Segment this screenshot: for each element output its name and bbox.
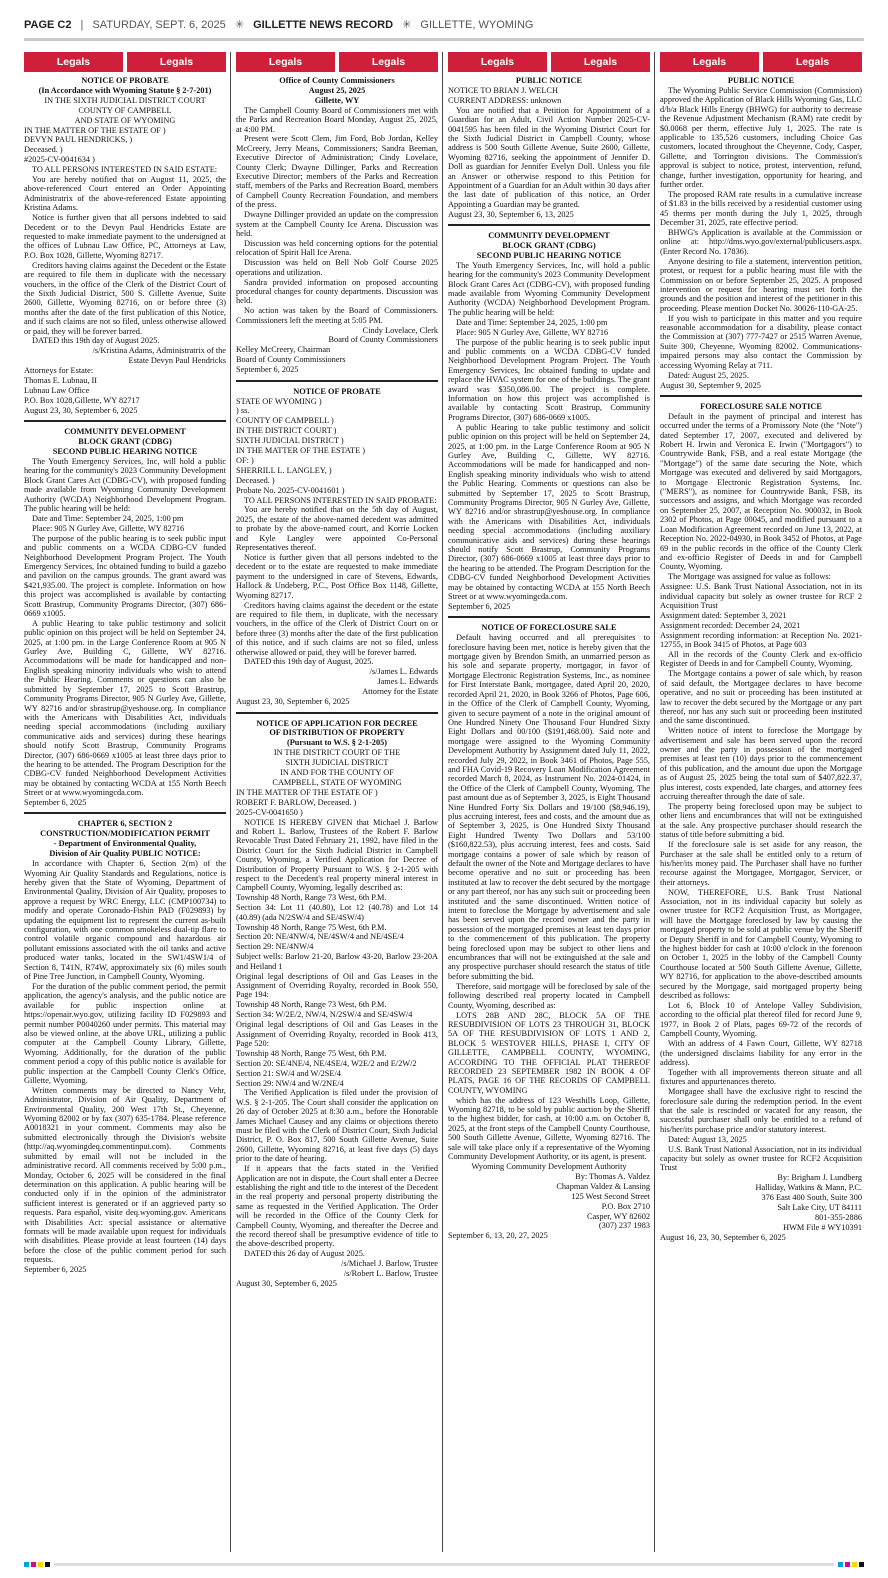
notice-commissioners	[236, 76, 438, 375]
notice-line: Assignment dated: September 3, 2021	[660, 610, 787, 620]
notice-paragraph: With an address of 4 Fawn Court, Gillette, WY 82718 (the undersigned disclaims liability for any error in the address).	[660, 1039, 862, 1067]
signature-line: Chapman Valdez & Lansing	[556, 1181, 650, 1191]
legals-tab: Legals	[660, 52, 759, 72]
notice-title: BLOCK GRANT (CDBG)	[78, 437, 172, 447]
notice-line: SHERRILL L. LANGLEY, )	[236, 465, 332, 475]
publication-dates: September 6, 2025	[24, 798, 87, 808]
notice-title: SECOND PUBLIC HEARING NOTICE	[476, 250, 622, 260]
notice-paragraph: For the duration of the public comment period, the permit application, the agency's analysis, and the public notice are available for public inspection online at https://openair.wyo.gov, utilizing facility ID F029893 and permit number P0040260 under permits. This material may also be viewed online, at the above URL, utilizing a public computer at the Campbell County Library, Gillette, Wyoming. Additionally, for the duration of the public comment period a copy of this public notice is available for public inspection at the Campbell County Clerk's Office, Gillette, Wyoming.	[24, 981, 226, 1085]
registration-mark	[31, 1562, 36, 1567]
publication-dates: September 6, 2025	[24, 1265, 87, 1275]
legal-description: LOTS 28B AND 28C, BLOCK 5A OF THE RESUBDIVISION OF LOTS 23 THROUGH 31, BLOCK 5A OF THE RESUBDIVISION OF LOTS 1 AND 2, BLOCK 5 WESTOVER HILLS, PHASE I, CITY OF GILLETTE, CAMPBELL COUNTY, WYOMING, ACCORDING TO THE OFFICIAL PLAT THEREOF RECORDED 23 SEPTEMBER 1982 IN BOOK 4 OF PLATS, PAGE 16 OF THE RECORDS OF CAMPBELL COUNTY, WYOMING	[448, 1010, 650, 1095]
signature-line: Cindy Lovelace, Clerk	[362, 325, 438, 335]
notice-paragraph: NOW, THEREFORE, U.S. Bank Trust National Association, not in its individual capacity but solely as owner trustee for RCF2 Acquisition Trust, as Mortgagee, will have the Mortgage foreclosed by law by causing the mortgaged property to be sold at public venue by the Sheriff or Deputy Sheriff in and for Campbell County, Wyoming to the highest bidder for cash at 10:00 o'clock in the forenoon on October 1, 2025 in the lobby of the Campbell County Courthouse located at 500 South Gillette Avenue, Gillette, WY 82716, for application to the above-described amounts secured by the Mortgage, said mortgaged property being described as follows:	[660, 887, 862, 1001]
legal-description: Original legal descriptions of Oil and Gas Leases in the Assignment of Overriding Royalty, recorded in Book 550, Page 194:	[236, 971, 438, 1000]
notice-title: FORECLOSURE SALE NOTICE	[700, 401, 822, 411]
signature-line: Board of County Commissioners	[236, 355, 346, 365]
notice-psc	[660, 76, 862, 390]
newspaper-name: GILLETTE NEWS RECORD	[253, 19, 394, 31]
notice-line: SIXTH JUDICIAL DISTRICT )	[236, 436, 344, 446]
signature-line: /s/Kristina Adams, Administratrix of the	[92, 346, 226, 356]
notice-line: IN THE SIXTH JUDICIAL DISTRICT COURT	[44, 95, 206, 105]
notice-paragraph: Notice is further given that all persons indebted to the decedent or to the estate are requested to make immediate payment to the undersigned in care of Stevens, Edwards, Hallock & Undeberg, P.C., Post Office Box 1148, Gillette, Wyoming 82717.	[236, 553, 438, 600]
notice-line: DATED this 19th day of August, 2025.	[244, 657, 374, 667]
section-header	[236, 52, 438, 72]
issue-date: SATURDAY, SEPT. 6, 2025	[92, 19, 226, 31]
notice-line: Attorneys for Estate:	[24, 366, 94, 376]
legal-description: Subject wells: Barlow 21-20, Barlow 43-20, Barlow 23-20A and Heiland 1	[236, 952, 438, 971]
notice-title: SECOND PUBLIC HEARING NOTICE	[52, 447, 198, 457]
notice-title: COMMUNITY DEVELOPMENT	[488, 231, 610, 241]
signature-line: Wyoming Community Development Authority	[471, 1162, 627, 1171]
legal-description: Section 34: Lot 11 (40.80), Lot 12 (40.78) and Lot 14 (40.89) (ada N/2SW/4 and SE/4SW/4)	[236, 903, 438, 922]
column-1	[24, 52, 226, 1557]
notice-foreclosure-irwin	[660, 402, 862, 1242]
registration-mark	[38, 1562, 43, 1567]
notice-line: Thomas E. Lubnau, II	[24, 376, 98, 386]
signature-line: /s/Robert L. Barlow, Trustee	[343, 1269, 438, 1279]
notice-divider	[236, 712, 438, 714]
notice-paragraph: Therefore, said mortgage will be foreclosed by sale of the following described real property located in Campbell County, Wyoming, described as:	[448, 981, 650, 1010]
notice-line: Date and Time: September 24, 2025, 1:00 pm	[32, 513, 184, 523]
notice-paragraph: Dwayne Dillinger provided an update on the compression system at the Campbell County Ice Arena. Discussion was held.	[236, 210, 438, 238]
notice-line: Date and Time: September 24, 2025, 1:00 pm	[456, 317, 608, 327]
notice-paragraph: If you wish to participate in this matter and you require reasonable accommodation for a disability, please contact the Commission at (307) 777-7427 or 2515 Warren Avenue, Suite 300, Cheyenne, Wyoming 82002. Communications-impaired persons may also contact the Commission by accessing Wyoming Relay at 711.	[660, 313, 862, 370]
notice-title: NOTICE OF APPLICATION FOR DECREE	[256, 718, 418, 728]
notice-line: Deceased. )	[236, 475, 275, 485]
notice-paragraph: Default having occurred and all prerequisites to foreclosure having been met, notice is hereby given that the mortgage given by Brendon Smith, an unmarried person as his sole and separate property, mortgagor, in favor of Mortgage Electronic Registration Systems, Inc., as nominee for First Interstate Bank, mortgagee, dated April 20, 2020, recorded April 21, 2020, in Book 3266 of Photos, Page 606, in the Office of the Clerk of Campbell County, Wyoming, given to secure payment of a note in the original amount of One Hundred Ninety One Thousand Four Hundred Sixty Eight Dollars and 00/100 ($191,468.00). Said note and mortgage were assigned to the Wyoming Community Development Authority by Assignment dated July 11, 2022, recorded July 29, 2022, in Book 3461 of Photos, Page 555, and FHA Covid-19 Recovery Loan Modification Agreement recorded March 8, 2024, as Instrument No. 2024-01424, in the Office of the Clerk of Campbell County, Wyoming. The past amount due as of September 3, 2025, is Eight Thousand Nine Hundred Forty Six Dollars and 19/100 ($8,946.19), plus accruing interest, fees and costs, and the amount due as of September 3, 2025, is One Hundred Sixty Thousand Eight Hundred Twenty Two Dollars and 53/100 ($160,822.53), plus accruing interest, fees and costs. Said mortgage contains a power of sale which by reason of default the owner of the Note and Mortgage declares to have become operative and no suit or proceeding has been instituted at law to recover the debt secured by the mortgage or any part thereof, nor has any such suit or proceeding been instituted and the same discontinued. Written notice of intent to foreclose the Mortgage by advertisement and sale has been served upon the record owner and the party in possession of the mortgaged premises at least ten days prior to the commencement of this publication. The property being foreclosed upon may be subject to other liens and encumbrances that will not be extinguished at the sale and any prospective purchaser should research the status of title before submitting the bid.	[448, 633, 650, 981]
signature-line: Kelley McCreery, Chairman	[236, 345, 331, 355]
notice-line: Assignee: U.S. Bank Trust National Association, not in its individual capacity but solely as owner trustee for RCF 2 Acquisition Trust	[660, 582, 862, 610]
registration-mark	[45, 1562, 50, 1567]
notice-paragraph: Creditors having claims against the Decedent or the Estate are required to file them in duplicate with the necessary vouchers, in the office of the Clerk of the District Court of the Sixth Judicial District, 500 S. Gillette Avenue, Suite 2600, Gillette, Wyoming 82716, on or before three (3) months after the date of the first publication of this Notice, and if such claims are not so filed, unless otherwise allowed or paid, they will be forever barred.	[24, 260, 226, 336]
notice-paragraph: The Youth Emergency Services, Inc, will hold a public hearing for the community's 2023 Community Development Block Grant Cares Act (CDBG-CV), with proposed funding made available from Wyoming Community Development Authority (WCDA) Neighborhood Development Program. The public hearing will be held:	[448, 260, 650, 317]
notice-paragraph: The Mortgage contains a power of sale which, by reason of said default, the Mortgagee declares to have become operative, and no suit or proceeding has been instituted at law to recover the debt secured by the Mortgage or any part thereof, nor has any such suit or proceeding been instituted and the same discontinued.	[660, 669, 862, 726]
notice-paragraph: A public Hearing to take public testimony and solicit public opinion on this project will be held on September 24, 2025, at 1:00 pm. in the Large Conference Room at 905 N Gurley Ave, Building C, Gillette, WY 82716. Accommodations will be made for handicapped and non-English speaking minority individuals who wish to attend the Public Hearing. Comments or questions can also be submitted by September 17, 2025 to Scott Brastrup, Community Programs Director, 905 N Gurley Ave, Gillette, WY 82716 and/or sbrastrup@yeshouse.org. In compliance with the Americans with Disabilities Act, individuals needing special accommodations (including auxiliary communicative aids and services) during these hearings should notify Scott Brastrup, Community Programs Director, (307) 686-0669 x1005 at least three days prior to the hearing to be attended. The Program Description for the CDBG-CV funded Neighborhood Development Activities may be obtained by contacting WCDA at 155 North Beech Street or at www.wyomingcda.com.	[448, 422, 650, 602]
notice-line: NOTICE TO BRIAN J. WELCH	[448, 85, 558, 95]
notice-divider	[24, 812, 226, 814]
notice-paragraph: If it appears that the facts stated in the Verified Application are not in dispute, the Court shall enter a Decree establishing the right and title to the interest of the Decedent in the real property and personal property distributing the same as requested in the Verified Application. The Order will be recorded in the Office of the County Clerk for Campbell County, Wyoming, and thereafter the Decree and the record thereof shall be presumptive evidence of title to the above-described property.	[236, 1164, 438, 1249]
legal-description: Section 34: W/2E/2, NW/4, N/2SW/4 and SE/4SW/4	[236, 1010, 413, 1020]
notice-divider	[660, 395, 862, 397]
legal-description: Original legal descriptions of Oil and Gas Leases in the Assignment of Overriding Royalty, recorded in Book 413, Page 520:	[236, 1020, 438, 1048]
notice-line: Dated: August 13, 2025	[668, 1134, 747, 1144]
notice-paragraph: Written comments may be directed to Nancy Vehr, Administrator, Division of Air Quality, Department of Environmental Quality, 200 West 17th St., Cheyenne, Wyoming 82002 or by fax (307) 635-1784. Please reference A0018321 in your comment. Comments may also be submitted electronically through the Division's website (http://aq.wyomingdeq.commentinput.com). Comments submitted by email will not be included in the administrative record. All comments received by 5:00 p.m., Monday, October 6, 2025 will be considered in the final determination on this application. A public hearing will be conducted only if in the opinion of the administrator sufficient interest is generated or if an aggrieved party so requests. Para español, visite deq.wyoming.gov. Americans with Disabilities Act: special assistance or alternative formats will be made available upon request for individuals with disabilities. Please provide at least fourteen (14) days before the close of the public comment period for such requests.	[24, 1085, 226, 1265]
legals-tab: Legals	[551, 52, 650, 72]
notice-paragraph: Creditors having claims against the decedent or the estate are required to file them, in duplicate, with the necessary vouchers, in the office of the Clerk of District Court on or before three (3) months after the date of the first publication of this notice, and if such claims are not so filed, unless otherwise allowed or paid, they will be forever barred.	[236, 600, 438, 657]
notice-line: DATED this 26 day of August 2025.	[244, 1249, 365, 1259]
page-number: PAGE C2	[24, 19, 72, 31]
signature-line: Casper, WY 82602	[586, 1211, 650, 1221]
signature-line: /s/Michael J. Barlow, Trustee	[341, 1259, 438, 1269]
section-header	[448, 52, 650, 72]
notice-welch	[448, 76, 650, 219]
notice-paragraph: The property being foreclosed upon may be subject to other liens and encumbrances that will not be extinguished at the sale. Any prospective purchaser should research the status of title before submitting a bid.	[660, 801, 862, 840]
signature-line: By: Thomas A. Valdez	[575, 1171, 650, 1181]
signature-line: (307) 237 1983	[598, 1221, 650, 1231]
legal-description: Section 21: SW/4 and W/2SE/4	[236, 1068, 341, 1078]
notice-line: Assignment recording information: at Reception No. 2021-12755, in Book 3415 of Photos, at Page 603	[660, 630, 862, 650]
publication-dates: August 30, September 6, 2025	[236, 1279, 337, 1289]
section-header	[660, 52, 862, 72]
notice-title: NOTICE OF PROBATE	[81, 76, 169, 85]
notice-divider	[236, 380, 438, 382]
signature-line: 125 West Second Street	[571, 1191, 650, 1201]
notice-paragraph: Anyone desiring to file a statement, intervention petition, protest, or request for a public hearing must file with the Commission on or before September 25, 2025. A proposed intervention or request for hearing must set forth the grounds and the position and interest of the petitioner in this proceeding. Please mention Docket No. 30026-110-GA-25.	[660, 256, 862, 313]
legals-tab: Legals	[24, 52, 123, 72]
notice-line: IN THE DISTRICT COURT OF THE	[273, 748, 401, 758]
notice-paragraph: You are hereby notified that on the 5th day of August, 2025, the estate of the above-named decedent was admitted to probate by the above-named court, and Korrie Locken and Kyle Langley were appointed Co-Personal Representatives thereof.	[236, 505, 438, 553]
notice-paragraph: Default in the payment of principal and interest has occurred under the terms of a Promissory Note (the "Note") dated September 17, 2007, executed and delivered by Robert H. Irwin and Veronica E. Irwin ("Mortgagors") to Countrywide Bank, FSB, and a real estate Mortgage (the "Mortgage") of the same date securing the Note, which Mortgage was executed and delivered by said Mortgagors, to Mortgage Electronic Registration Systems, Inc. ("MERS"), as nominee for Countrywide Bank, FSB, its successors and assigns, and which Mortgage was recorded on September 25, 2007, at Reception No. 900032, in Book 2302 of Photos, at Page 00045, and modified pursuant to a Loan Modification Agreement recorded on June 13, 2022, at Reception No. 2022-04930, in Book 3452 of Photos, at Page 69 in the public records in the office of the County Clerk and ex-officio Register of Deeds in and for Campbell County, Wyoming.	[660, 411, 862, 572]
notice-probate-langley	[236, 387, 438, 707]
notice-line: Place: 905 N Gurley Ave, Gillette, WY 82716	[32, 523, 185, 533]
notice-title: PUBLIC NOTICE	[515, 76, 583, 85]
notice-line: IN THE MATTER OF THE ESTATE )	[236, 446, 366, 456]
star-icon: ✳	[234, 19, 245, 31]
notice-divider	[24, 420, 226, 422]
notice-paragraph: Present were Scott Clem, Jim Ford, Bob Jordan, Kelley McCreery, Jerry Means, Commissioners; Sandra Beeman, Executive Director of Administration; Cindy Lovelace, County Clerk; Dwayne Dillinger, Parks and Recreation Executive Director; members of the Parks and Recreation staff, members of the Parks and Recreation Board, members of Campbell County Recreation Foundation, and members of the press.	[236, 134, 438, 210]
footer-rule	[54, 1563, 834, 1566]
signature-line: Board of County Commissioners	[328, 335, 438, 345]
legal-description: Lot 6, Block 10 of Antelope Valley Subdivision, according to the official plat thereof filed for record June 9, 1977, in Book 2 of Plats, pages 69-72 of the records of Campbell County, Wyoming.	[660, 1001, 862, 1039]
legals-tab: Legals	[339, 52, 438, 72]
legal-description: Township 48 North, Range 73 West, 6th P.M.	[236, 893, 387, 903]
legals-tab: Legals	[236, 52, 335, 72]
notice-line: IN THE MATTER OF THE ESTATE OF )	[24, 125, 166, 135]
signature-line: James L. Edwards	[377, 677, 438, 687]
notice-line: P.O. Box 1028,Gillette, WY 82717	[24, 395, 140, 405]
publication-dates: August 30, September 9, 2025	[660, 380, 761, 390]
notice-line: IN THE DISTRICT COURT )	[236, 426, 337, 436]
notice-line: COUNTY OF CAMPBELL )	[236, 416, 334, 426]
notice-line: SIXTH JUDICIAL DISTRICT	[285, 758, 389, 768]
registration-mark	[859, 1562, 864, 1567]
notice-subtitle: (Pursuant to W.S. § 2-1-205)	[286, 738, 388, 748]
signature-line: Salt Lake City, UT 84111	[777, 1203, 862, 1213]
notice-paragraph: A public Hearing to take public testimony and solicit public opinion on this project will be held on September 24, 2025, at 1:00 pm. in the Large Conference Room at 905 N Gurley Ave, Building C, Gillette, WY 82716. Accommodations will be made for handicapped and non-English speaking minority individuals who wish to attend the Public Hearing. Comments or questions can also be submitted by September 17, 2025 to Scott Brastrup, Community Programs Director, 905 N Gurley Ave, Gillette, WY 82716 and/or sbrastrup@yeshouse.org. In compliance with the Americans with Disabilities Act, individuals needing special accommodations (including auxiliary communicative aids and services) during these hearings should notify Scott Brastrup, Community Programs Director, (307) 686-0669 x1005 at least three days prior to the hearing to be attended. The Program Description for the CDBG-CV funded Neighborhood Development Activities may be obtained by contacting WCDA at 155 North Beech Street or at www.wyomingcda.com.	[24, 618, 226, 798]
notice-paragraph: Mortgagee shall have the exclusive right to rescind the foreclosure sale during the redemption period. In the event that the sale is rescinded or vacated for any reason, the successful purchaser shall only be entitled to a refund of his/her/its purchase price and/or statutory interest.	[660, 1087, 862, 1134]
notice-title: CONSTRUCTION/MODIFICATION PERMIT	[40, 829, 210, 839]
notice-line: ) ss.	[236, 406, 250, 416]
legal-description: Section 29: NE/4NW/4	[236, 942, 314, 952]
publication-dates: September 6, 2025	[448, 601, 511, 611]
notice-title: NOTICE OF FORECLOSURE SALE	[481, 623, 617, 633]
notice-line: 2025-CV-0041650 )	[236, 807, 303, 817]
notice-cdbg-hvac	[448, 231, 650, 611]
notice-title: COMMUNITY DEVELOPMENT	[64, 427, 186, 437]
signature-line: 376 East 400 South, Suite 300	[761, 1193, 862, 1203]
notice-title: PUBLIC NOTICE	[727, 76, 795, 85]
notice-title: BLOCK GRANT (CDBG)	[502, 241, 596, 250]
notice-title: NOTICE OF PROBATE	[293, 386, 381, 396]
notice-paragraph: No action was taken by the Board of Commissioners. Commissioners left the meeting at 5:05 PM.	[236, 306, 438, 325]
notice-paragraph: Sandra provided information on proposed accounting procedural changes for county departments. Discussion was held.	[236, 277, 438, 306]
signature-line: Estate Devyn Paul Hendricks	[128, 356, 226, 366]
notice-line: CAMPBELL, STATE OF WYOMING	[272, 777, 402, 787]
signature-line: Attorney for the Estate	[362, 687, 438, 697]
signature-line: Halliday, Watkins & Mann, P.C.	[755, 1183, 862, 1193]
registration-mark	[845, 1562, 850, 1567]
notice-paragraph: TO ALL PERSONS INTERESTED IN SAID ESTATE:	[32, 165, 218, 175]
notice-paragraph: You are hereby notified that on August 11, 2025, the above-referenced Court entered an Order Appointing Administratrix of the above-referenced Estate appointing Kristina Adams.	[24, 175, 226, 213]
legal-description: Township 48 North, Range 73 West, 6th P.M.	[236, 1000, 387, 1010]
signature-line: 801-355-2886	[814, 1212, 862, 1222]
notice-paragraph: The Campbell County Board of Commissioners met with the Parks and Recreation Board Monday, August 25, 2025, at 4:00 PM.	[236, 105, 438, 134]
notice-paragraph: Discussion was held concerning options for the potential relocation of Spirit Hall Ice Arena.	[236, 238, 438, 258]
legal-description: Township 48 North, Range 75 West, 6th P.M.	[236, 922, 387, 932]
notice-title: Office of County Commissioners	[279, 76, 395, 85]
signature-line: P.O. Box 2710	[601, 1201, 650, 1211]
notice-divider	[448, 224, 650, 226]
notice-cdbg-gazebo	[24, 427, 226, 807]
star-icon: ✳	[402, 19, 412, 31]
legal-description: Section 29: NW/4 and W/2NE/4	[236, 1078, 344, 1088]
registration-mark	[838, 1562, 843, 1567]
notice-paragraph: In accordance with Chapter 6, Section 2(m) of the Wyoming Air Quality Standards and Regulations, notice is hereby given that the State of Wyoming, Department of Environmental Quality, Division of Air Quality, proposes to approve a request by WRC Energy, LLC (CMP100734) to modify and operate Coronado-Fishin PAD (F029893) by updating the equipment list to represent the current as-built configuration, with one common smokeless dual-tip flare to control volatile organic compound and hazardous air pollutant emissions associated with the oil tanks and active produced water tanks, located in the SW1/4SW1/4 of Section 8, T41N, R74W, approximately six (6) miles south of Pine Tree Junction, in Campbell County, Wyoming.	[24, 859, 226, 981]
publication-dates: August 23, 30, September 6, 13, 2025	[448, 209, 574, 219]
legal-description: Section 20: SE/4NE/4, NE/4SE/4, W2E/2 and E/2W/2	[236, 1058, 417, 1068]
notice-line: Place: 905 N Gurley Ave, Gillette, WY 82716	[456, 327, 609, 337]
notice-line: Dated: August 25, 2025.	[668, 370, 749, 380]
notice-line: STATE OF WYOMING )	[236, 396, 322, 406]
publication-dates: September 6, 2025	[236, 365, 299, 375]
notice-title: August 25, 2025	[308, 85, 366, 95]
notice-line: AND STATE OF WYOMING	[74, 115, 176, 125]
notice-paragraph: Discussion was held on Bell Nob Golf Course 2025 operations and utilization.	[236, 258, 438, 277]
notice-foreclosure-smith	[448, 623, 650, 1240]
notice-paragraph: The purpose of the public hearing is to seek public input and public comments on a WCDA CDBG-CV funded Neighborhood Development Program Project. The Youth Emergency Services, Inc obtained funding to update and replace the HVAC system for one of the buildings. The grant award was $350,086.00. The project is complete. Information on how this project was accomplished is available by contacting Scott Brastrup, Community Programs Director, (307) 686-0669 x1005.	[448, 337, 650, 422]
notice-title: CHAPTER 6, SECTION 2	[77, 819, 173, 829]
notice-line: Deceased. )	[24, 145, 63, 155]
notice-probate-hendricks	[24, 76, 226, 415]
notice-line: DEVYN PAUL HENDRICKS, )	[24, 135, 133, 145]
legals-columns	[24, 52, 866, 1557]
city-name: GILLETTE, WYOMING	[420, 19, 534, 31]
signature-line: By: Brigham J. Lundberg	[777, 1173, 862, 1183]
notice-title: Gillette, WY	[314, 95, 360, 105]
registration-mark	[24, 1562, 29, 1567]
notice-paragraph: TO ALL PERSONS INTERESTED IN SAID PROBATE:	[244, 495, 437, 505]
notice-line: ROBERT F. BARLOW, Deceased. )	[236, 797, 357, 807]
publication-dates: September 6, 13, 20, 27, 2025	[448, 1231, 548, 1241]
notice-paragraph: BHWG's Application is available at the Commission or online at: http://dms.wyo.gov/external/publicusers.aspx. (Enter Record No. 17836).	[660, 228, 862, 256]
legal-description: Section 20: NE/4NW/4, NE/4SW/4 and NE/4SE/4	[236, 932, 404, 942]
notice-paragraph: Together with all improvements thereon situate and all fixtures and appurtenances thereto.	[660, 1067, 862, 1087]
legals-tab: Legals	[763, 52, 862, 72]
notice-line: DATED this 19th day of August 2025.	[32, 336, 160, 346]
registration-mark	[852, 1562, 857, 1567]
notice-paragraph: If the foreclosure sale is set aside for any reason, the Purchaser at the sale shall be entitled only to a return of his/her/its money paid. The Purchaser shall have no further recourse against the Mortgagee, Mortgagor, Servicer, or their attorneys.	[660, 840, 862, 887]
notice-decree-barlow	[236, 719, 438, 1289]
notice-air-quality	[24, 819, 226, 1274]
notice-title: - Department of Environmental Quality,	[53, 839, 197, 849]
notice-paragraph: You are notified that a Petition for Appointment of a Guardian for an Adult, Civil Action Number 2025-CV-0041595 has been filed in the Wyoming District Court for the Sixth Judicial District in Campbell County, whose address is 500 South Gillette Avenue, Suite 2600, Gillette, Wyoming 82716, seeking the appointment of Jennifer D. Doll as guardian for Jennifer Evelyn Doll. Unless you file an Answer or otherwise respond to this Petition for Appointment of a Guardian for an Adult within 30 days after the last date of publication of this notice, an Order Appointing a Guardian may be granted.	[448, 105, 650, 209]
notice-line: IN THE MATTER OF THE ESTATE OF )	[236, 787, 378, 797]
masthead-separator: |	[80, 19, 84, 31]
notice-line: The Mortgage was assigned for value as follows:	[668, 572, 831, 582]
top-rule	[24, 38, 864, 41]
publication-dates: August 16, 23, 30, September 6, 2025	[660, 1232, 786, 1242]
masthead	[24, 18, 864, 34]
notice-paragraph: which has the address of 123 Westhills Loop, Gillette, Wyoming 82718, to be sold by public auction by the Sheriff to the highest bidder, for cash, at 10:00 a.m. on October 8, 2025, at the front steps of the Campbell County Courthouse, 500 South Gillette Avenue, Gillette, Wyoming 82716. The sale will take place only if a representative of the Wyoming Community Development Authority, or its agent, is present.	[448, 1095, 650, 1162]
notice-title: Division of Air Quality PUBLIC NOTICE:	[49, 849, 201, 859]
notice-line: OF: )	[236, 455, 254, 465]
legal-description: Township 48 North, Range 75 West, 6th P.M.	[236, 1048, 387, 1058]
notice-line: Assignment recorded: December 24, 2021	[660, 620, 801, 630]
notice-paragraph: The Youth Emergency Services, Inc, will hold a public hearing for the community's 2023 Community Development Block Grant Cares Act (CDBG-CV), with proposed funding made available from Wyoming Community Development Authority (WCDA) Neighborhood Development Program. The public hearing will be held:	[24, 456, 226, 513]
notice-line: CURRENT ADDRESS: unknown	[448, 95, 562, 105]
publication-dates: August 23, 30, September 6, 2025	[24, 405, 138, 415]
publication-dates: August 23, 30, September 6, 2025	[236, 697, 350, 707]
notice-paragraph: The proposed RAM rate results in a cumulative increase of $1.83 in the bills received by a residential customer using 45 therms per month during the July 1, 2025, through December 31, 2025, rate effective period.	[660, 189, 862, 228]
notice-paragraph: NOTICE IS HEREBY GIVEN that Michael J. Barlow and Robert L. Barlow, Trustees of the Robert F. Barlow Revocable Trust Dated February 21, 1992, have filed in the District Court for the Sixth Judicial District in Campbell County, Wyoming, a Verified Application for Decree of Distribution of Property Pursuant to W.S. § 2-1-205 with respect to the Decedent's real property mineral interest in Campbell County, Wyoming, legally described as:	[236, 817, 438, 893]
notice-line: Probate No. 2025-CV-0041601 )	[236, 485, 345, 495]
column-3	[448, 52, 650, 1557]
notice-paragraph: U.S. Bank Trust National Association, not in its individual capacity but solely as owner trustee for RCF2 Acquisition Trust	[660, 1144, 862, 1173]
notice-paragraph: The Verified Application is filed under the provision of W.S. § 2-1-205. The Court shall consider the application on 26 day of October 2025 at 8:30 a.m., before the Honorable James Michael Causey and any claims or objections thereto must be filed with the Clerk of District Court, Sixth Judicial District, P. O. Box 817, 500 South Gillette Avenue, Suite 2600, Gillette, Wyoming 82716, at least five days (5) days prior to the date of hearing.	[236, 1088, 438, 1164]
legals-tab: Legals	[448, 52, 547, 72]
notice-paragraph: All in the records of the County Clerk and ex-officio Register of Deeds in and for Campbell County, Wyoming.	[660, 649, 862, 669]
column-2	[236, 52, 438, 1557]
notice-line: Lubnau Law Office	[24, 386, 90, 395]
notice-paragraph: Written notice of intent to foreclose the Mortgage by advertisement and sale has been served upon the record owner and the party in possession of the mortgaged premises at least ten (10) days prior to the commencement of this publication, and the amount due upon the Mortgage as of August 25, 2025 being the total sum of $407,822.37, plus interest, costs expended, late charges, and attorney fees accruing thereafter through the date of sale.	[660, 726, 862, 802]
notice-subtitle: (In Accordance with Wyoming Statute § 2-7-201)	[38, 85, 212, 95]
notice-paragraph: The Wyoming Public Service Commission (Commission) approved the Application of Black Hills Wyoming Gas, LLC d/b/a Black Hills Energy (BHWG) for authority to decrease the Revenue Adjustment Mechanism (RAM) rate credit by $0.0068 per therm, effective July 1, 2025. The rate is applicable to 135,526 customers, including Choice Gas customers, located throughout the Cheyenne, Cody, Casper, Gillette, and Torrington divisions. The Commission's approval is subject to notice, protest, intervention, refund, change, further investigation, opportunity for hearing, and further order.	[660, 85, 862, 189]
notice-paragraph: Notice is further given that all persons indebted to said Decedent or to the Devyn Paul Hendricks Estate are requested to make immediate payment to the undersigned at the offices of Lubnau Law Office, PC, Attorneys at Law, P.O. Box 1028, Gillette, Wyoming 82717.	[24, 213, 226, 260]
signature-line: /s/James L. Edwards	[369, 667, 438, 677]
signature-line: HWM File # WY10391	[783, 1222, 862, 1232]
notice-divider	[448, 616, 650, 618]
column-4	[660, 52, 862, 1557]
notice-line: IN AND FOR THE COUNTY OF	[280, 768, 394, 778]
notice-paragraph: The purpose of the public hearing is to seek public input and public comments on a WCDA CDBG-CV funded Neighborhood Development Program Project. The Youth Emergency Services, Inc obtained funding to build a gazebo and pavilion on the campus grounds. The grant award was $421,935.00. The project is complete. Information on how this project was accomplished is available by contacting Scott Brastrup, Community Programs Director, (307) 686-0669 x1005.	[24, 533, 226, 618]
notice-line: #2025-CV-0041634 )	[24, 155, 95, 165]
notice-line: COUNTY OF CAMPBELL	[78, 105, 172, 115]
section-header	[24, 52, 226, 72]
legals-tab: Legals	[127, 52, 226, 72]
footer-bar	[24, 1562, 864, 1570]
notice-title: OF DISTRIBUTION OF PROPERTY	[269, 728, 405, 738]
